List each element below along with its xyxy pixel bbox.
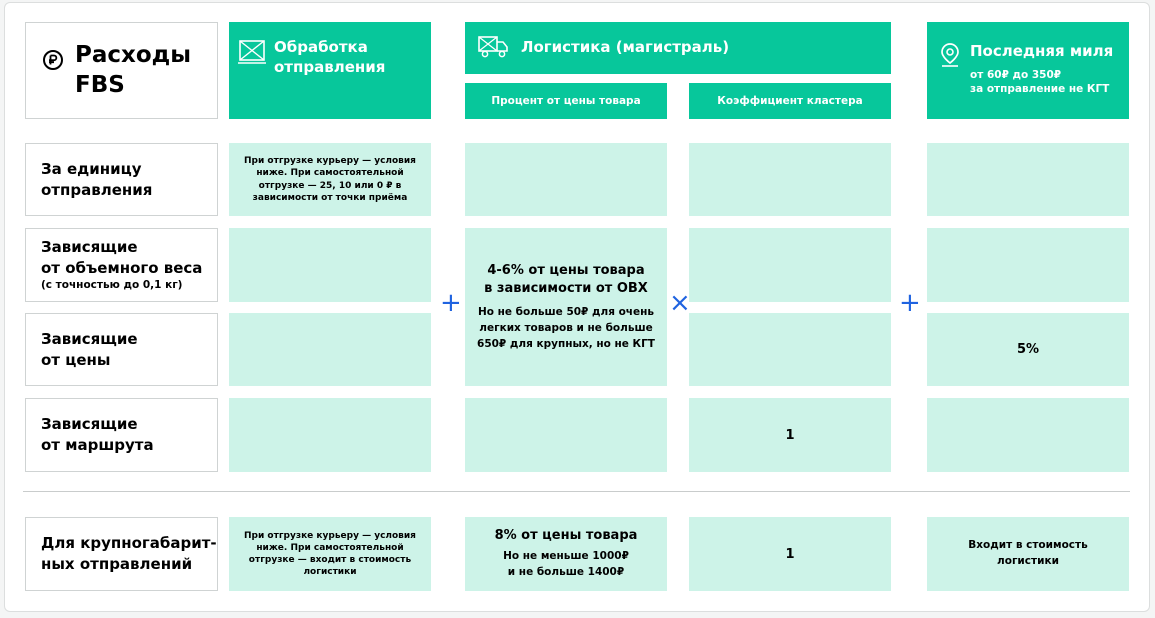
header-logistics-title: Логистика (магистраль) xyxy=(521,38,730,57)
row-label-bulky xyxy=(25,517,218,591)
cell-bulky-last-mile-text: Входит в стоимость логистики xyxy=(968,539,1088,567)
cell-unit-coef xyxy=(689,143,891,216)
header-last-mile-sub2: за отправление не КГТ xyxy=(970,82,1110,95)
plus-operator-2: + xyxy=(899,288,921,318)
cell-route-percent xyxy=(465,398,667,472)
cell-price-last-mile xyxy=(927,313,1129,386)
row-label-price xyxy=(25,313,218,386)
cell-unit-processing xyxy=(229,143,431,216)
cell-bulky-last-mile xyxy=(927,517,1129,591)
header-last-mile xyxy=(927,22,1129,119)
box-icon xyxy=(237,38,267,119)
row-label-unit xyxy=(25,143,218,216)
header-last-mile-title: Последняя миля xyxy=(970,42,1114,60)
section-divider xyxy=(23,491,1130,492)
row-unit-line1: За единицу xyxy=(41,159,142,178)
title-box xyxy=(25,22,218,119)
row-label-weight xyxy=(25,228,218,302)
header-processing xyxy=(229,22,431,119)
row-bulky-line2: ных отправлений xyxy=(41,555,193,573)
location-pin-icon xyxy=(939,42,961,119)
cell-unit-processing-text: При отгрузке курьеру — условия ниже. При самостоятельной отгрузке — 25, 10 или 0 ₽ в зависимости от точки приёма xyxy=(244,156,416,203)
row-price-line1: Зависящие xyxy=(41,329,138,348)
row-route-line2: от маршрута xyxy=(41,436,154,454)
row-weight-note: (с точностью до 0,1 кг) xyxy=(41,278,183,291)
cell-price-processing xyxy=(229,313,431,386)
title-line1: Расходы xyxy=(75,42,192,69)
cell-weight-last-mile xyxy=(927,228,1129,302)
plus-operator-1: + xyxy=(440,288,462,318)
times-operator: × xyxy=(669,288,691,318)
header-logistics-coef-label: Коэффициент кластера xyxy=(717,95,863,107)
row-price-line2: от цены xyxy=(41,350,111,369)
truck-icon xyxy=(477,33,509,59)
cell-bulky-percent-note-line1: Но не меньше 1000₽ xyxy=(503,549,629,562)
cell-bulky-coef xyxy=(689,517,891,591)
row-route-line1: Зависящие xyxy=(41,415,138,434)
header-last-mile-sub1: от 60₽ до 350₽ xyxy=(970,68,1062,81)
row-bulky-line1: Для крупногабарит- xyxy=(41,534,217,553)
cell-bulky-processing xyxy=(229,517,431,591)
cell-percent-main-line2: в зависимости от ОВХ xyxy=(484,281,648,297)
header-logistics-percent xyxy=(465,83,667,119)
cell-bulky-percent-note-line2: и не больше 1400₽ xyxy=(507,565,625,578)
cell-bulky-coef-value: 1 xyxy=(785,546,795,562)
cell-route-last-mile xyxy=(927,398,1129,472)
cell-price-last-mile-value: 5% xyxy=(1016,342,1040,357)
cell-unit-percent xyxy=(465,143,667,216)
row-weight-line1: Зависящие xyxy=(41,238,138,257)
cell-percent-main-line1: 4-6% от цены товара xyxy=(487,262,645,278)
cell-route-coef xyxy=(689,398,891,472)
header-logistics-coef xyxy=(689,83,891,119)
cell-bulky-percent xyxy=(465,517,667,591)
row-weight-line2: от объемного веса xyxy=(41,259,203,278)
title-line2: FBS xyxy=(75,71,125,98)
ruble-icon xyxy=(41,48,65,72)
cell-percent-note: Но не больше 50₽ для очень легких товаров и не больше 650₽ для крупных, но не КГТ xyxy=(477,306,655,350)
cell-price-coef xyxy=(689,313,891,386)
header-logistics-percent-label: Процент от цены товара xyxy=(491,95,641,107)
cell-route-coef-value: 1 xyxy=(785,427,795,443)
header-processing-line1: Обработка xyxy=(274,38,368,56)
row-label-route xyxy=(25,398,218,472)
cell-route-processing xyxy=(229,398,431,472)
cell-percent-merged xyxy=(465,228,667,386)
row-unit-line2: отправления xyxy=(41,180,153,199)
cell-weight-coef xyxy=(689,228,891,302)
cell-weight-processing xyxy=(229,228,431,302)
header-logistics xyxy=(465,22,891,74)
header-processing-line2: отправления xyxy=(274,57,386,76)
cell-bulky-processing-text: При отгрузке курьеру — условия ниже. При самостоятельной отгрузке — входит в стоимость логистики xyxy=(244,530,416,578)
cell-bulky-percent-main: 8% от цены товара xyxy=(494,527,638,543)
cell-unit-last-mile xyxy=(927,143,1129,216)
